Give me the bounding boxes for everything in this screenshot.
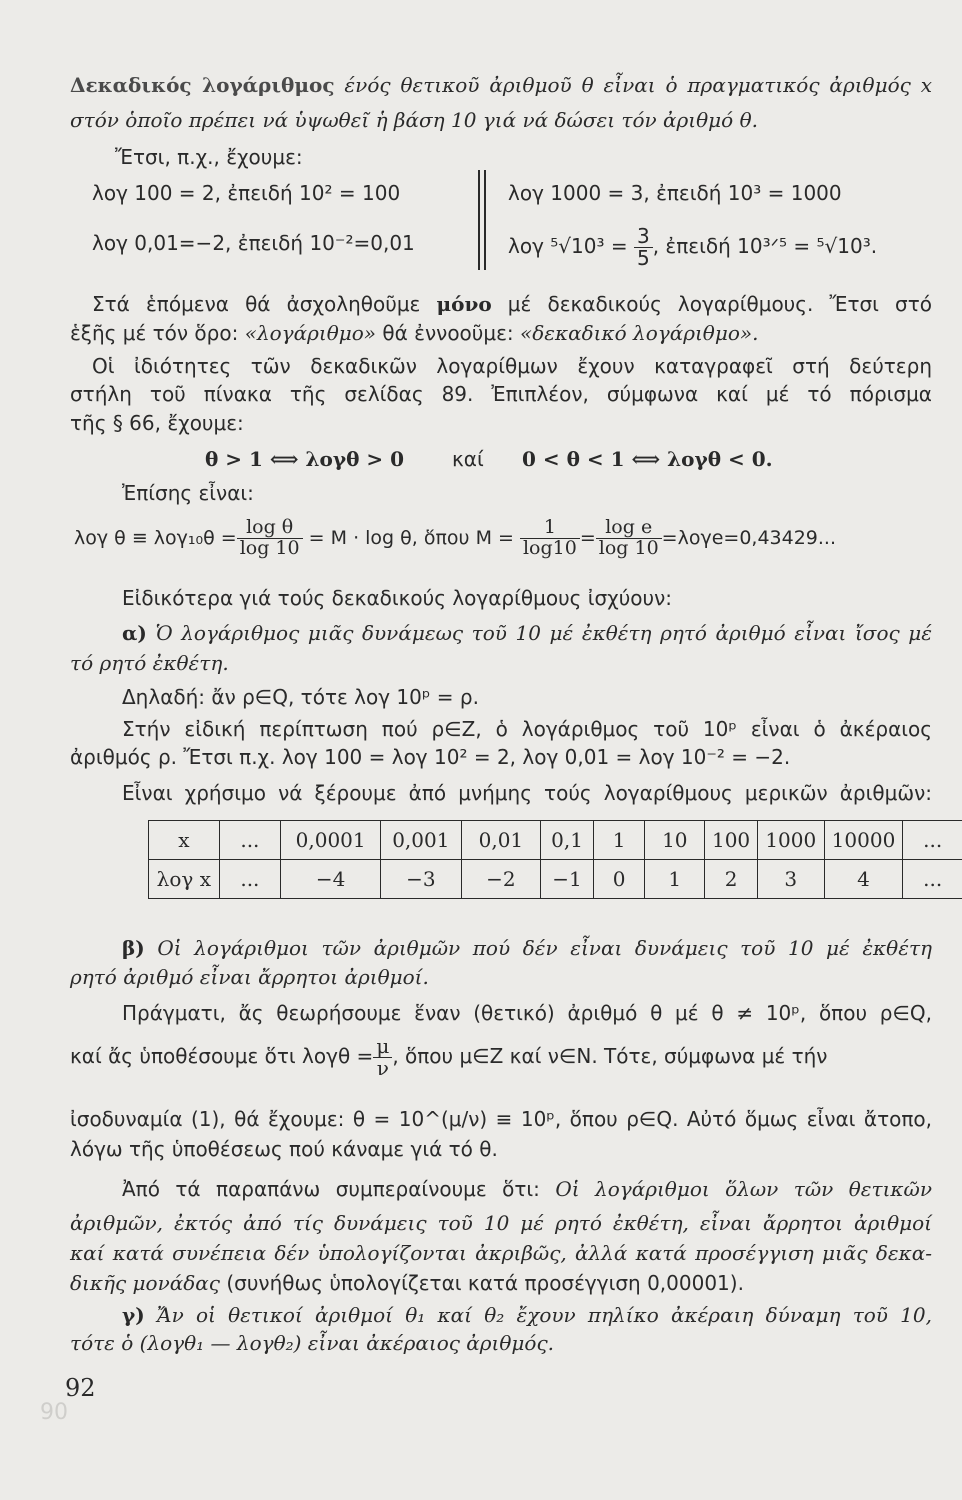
beta-proof-2: καί ἄς ὑποθέσουμε ὅτι λογθ = $\frac{\mu}{\nu}$ , ὅπου μ∈Z καί ν∈N. Τότε, σύμφωνα μέ τήν (70, 1034, 828, 1080)
table-cell: 0 (593, 860, 645, 899)
example-left-1: λογ 100 = 2, ἐπειδή 10² = 100 (92, 181, 401, 205)
table-header-cell: ... (219, 821, 280, 860)
table-cell: 2 (705, 860, 758, 899)
log-formula: λογ θ ≡ λογ₁₀θ = $\frac{\text{log θ}}{\log 10}$ = M · log θ, ὅπου M = $\frac{1}{\log 10}$ = $\frac{\text{log e}}{\log 10}$ =λογe=0,43429... (74, 516, 837, 559)
table-header-cell: 1 (593, 821, 645, 860)
alpha-line-2: τό ρητό ἐκθέτη. (70, 651, 229, 675)
table-cell: −4 (281, 860, 381, 899)
table-row (149, 821, 962, 860)
bleed-through-page-number: 90 (40, 1400, 68, 1425)
para2-line-2: στήλη τοῦ πίνακα τῆς σελίδας 89. Ἐπιπλέον, σύμφωνα καί μέ τό πόρισμα (70, 382, 932, 406)
table-cell: 3 (757, 860, 824, 899)
table-cell: ... (903, 860, 962, 899)
fraction-mu-nu: $\frac{\mu}{\nu}$ (373, 1036, 392, 1079)
definition-line-1 (70, 72, 932, 98)
definition-text-1: ένός θετικοῦ ἀριθμοῦ θ εἶναι ὁ πραγματικός ἀριθμός x (344, 73, 932, 97)
table-cell: λογ x (149, 860, 220, 899)
table-header-cell: 0,01 (461, 821, 541, 860)
table-header-cell: 10 (645, 821, 705, 860)
emphasis-only: μόνο (436, 292, 492, 316)
page-number: 92 (65, 1374, 96, 1402)
table-header-cell: 100 (705, 821, 758, 860)
gamma-line-2: τότε ὁ (λογθ₁ — λογθ₂) εἶναι ἀκέραιος ἀριθμός. (70, 1331, 555, 1355)
table-row (149, 860, 962, 899)
definition-term: Δεκαδικός λογάριθμος (70, 73, 335, 97)
definition-line-2: στόν ὁποῖο πρέπει νά ὑψωθεῖ ἡ βάση 10 γιά νά δώσει τόν ἀριθμό θ. (70, 108, 758, 132)
beta-proof-3: ἰσοδυναμία (1), θά ἔχουμε: θ = 10^(μ/ν) ≡ 10ᵖ, ὅπου ρ∈Q. Αὐτό ὅμως εἶναι ἄτοπο, (70, 1107, 932, 1131)
alpha-label: α) (122, 621, 147, 645)
beta-line-1: β) Οἱ λογάριθμοι τῶν ἀριθμῶν πού δέν εἶναι δυνάμεις τοῦ 10 μέ ἐκθέτη (122, 936, 932, 960)
special-heading: Εἰδικότερα γιά τούς δεκαδικούς λογαρίθμους ἰσχύουν: (122, 586, 673, 610)
alpha-line-1: α) Ὁ λογάριθμος μιᾶς δυνάμεως τοῦ 10 μέ ἐκθέτη ρητό ἀριθμό εἶναι ἴσος μέ (122, 621, 933, 645)
alpha-special-1: Στήν εἰδική περίπτωση πού ρ∈Z, ὁ λογάριθμος τοῦ 10ᵖ εἶναι ὁ ἀκέραιος (122, 717, 932, 741)
inequality-kai: καί (452, 447, 484, 471)
examples-intro: Ἔτσι, π.χ., ἔχουμε: (115, 145, 303, 169)
table-header-cell: x (149, 821, 220, 860)
inequality-right: 0 < θ < 1 ⟺ λογθ < 0. (522, 447, 773, 471)
fraction-one-log10: $\frac{1}{\log 10}$ (520, 518, 580, 559)
gamma-line-1: γ) Ἄν οἱ θετικοί ἀριθμοί θ₁ καί θ₂ ἔχουν πηλίκο ἀκέραιη δύναμη τοῦ 10, (122, 1303, 932, 1327)
beta-line-2: ρητό ἀριθμό εἶναι ἄρρητοι ἀριθμοί. (70, 965, 429, 989)
table-cell: ... (219, 860, 280, 899)
table-header-cell: 0,001 (381, 821, 461, 860)
table-header-cell: ... (903, 821, 962, 860)
para1-line-2: ἑξῆς μέ τόν ὅρο: «λογάριθμο» θά ἐννοοῦμε: «δεκαδικό λογάριθμο». (70, 321, 759, 345)
para1-line-1: Στά ἑπόμενα θά ἀσχοληθοῦμε μόνο μέ δεκαδικούς λογαρίθμους. Ἔτσι στό (92, 292, 932, 316)
conclusion-3: καί κατά συνέπεια δέν ὑπολογίζονται ἀκριβῶς, ἀλλά κατά προσέγγιση μιᾶς δεκα- (70, 1241, 932, 1265)
table-header-cell: 1000 (757, 821, 824, 860)
beta-proof-4: λόγω τῆς ὑποθέσεως πού κάναμε γιά τό θ. (70, 1137, 498, 1161)
table-header-cell: 0,1 (541, 821, 593, 860)
fraction-loge-log10: $\frac{\text{log e}}{\log 10}$ (596, 518, 662, 559)
beta-proof-1: Πράγματι, ἄς θεωρήσουμε ἕναν (θετικό) ἀριθμό θ μέ θ ≠ 10ᵖ, ὅπου ρ∈Q, (122, 1001, 932, 1025)
conclusion-4: δικῆς μονάδας (συνήθως ὑπολογίζεται κατά προσέγγιση 0,00001). (70, 1271, 744, 1295)
example-right-2-lhs: λογ ⁵√10³ = (508, 234, 628, 258)
double-vertical-divider (478, 170, 486, 270)
gamma-label: γ) (122, 1303, 145, 1327)
para2-line-1: Οἱ ἰδιότητες τῶν δεκαδικῶν λογαρίθμων ἔχουν καταγραφεῖ στή δεύτερη (92, 354, 932, 378)
alpha-namely: Δηλαδή: ἄν ρ∈Q, τότε λογ 10ᵖ = ρ. (122, 685, 479, 709)
conclusion-2: ἀριθμῶν, ἐκτός ἀπό τίς δυνάμεις τοῦ 10 μέ ρητό ἐκθέτη, εἶναι ἄρρητοι ἀριθμοί (70, 1211, 932, 1235)
log-values-table (148, 820, 962, 899)
fraction-three-fifths: $\frac{3}{5}$ (634, 226, 653, 269)
para2-line-3: τῆς § 66, ἔχουμε: (70, 411, 244, 435)
alpha-special-2: ἀριθμός ρ. Ἔτσι π.χ. λογ 100 = λογ 10² = 2, λογ 0,01 = λογ 10⁻² = −2. (70, 745, 791, 769)
conclusion-1: Ἀπό τά παραπάνω συμπεραίνουμε ὅτι: Οἱ λογάριθμοι ὅλων τῶν θετικῶν (122, 1177, 932, 1201)
beta-label: β) (122, 936, 145, 960)
table-cell: 4 (824, 860, 903, 899)
table-header-cell: 0,0001 (281, 821, 381, 860)
table-cell: −2 (461, 860, 541, 899)
alpha-special-3: Εἶναι χρήσιμο νά ξέρουμε ἀπό μνήμης τούς λογαρίθμους μερικῶν ἀριθμῶν: (122, 781, 932, 805)
example-right-1: λογ 1000 = 3, ἐπειδή 10³ = 1000 (508, 181, 842, 205)
inequality-left: θ > 1 ⟺ λογθ > 0 (205, 447, 405, 471)
table-cell: −3 (381, 860, 461, 899)
example-left-2: λογ 0,01=−2, ἐπειδή 10⁻²=0,01 (92, 231, 415, 255)
example-right-2-rhs: , ἐπειδή 10³ᐟ⁵ = ⁵√10³. (652, 234, 878, 258)
table-cell: 1 (645, 860, 705, 899)
table-header-cell: 10000 (824, 821, 903, 860)
table-cell: −1 (541, 860, 593, 899)
fraction-log-theta: $\frac{\text{log θ}}{\log 10}$ (237, 518, 303, 559)
example-right-2 (508, 226, 877, 269)
also-label: Ἐπίσης εἶναι: (122, 481, 254, 505)
